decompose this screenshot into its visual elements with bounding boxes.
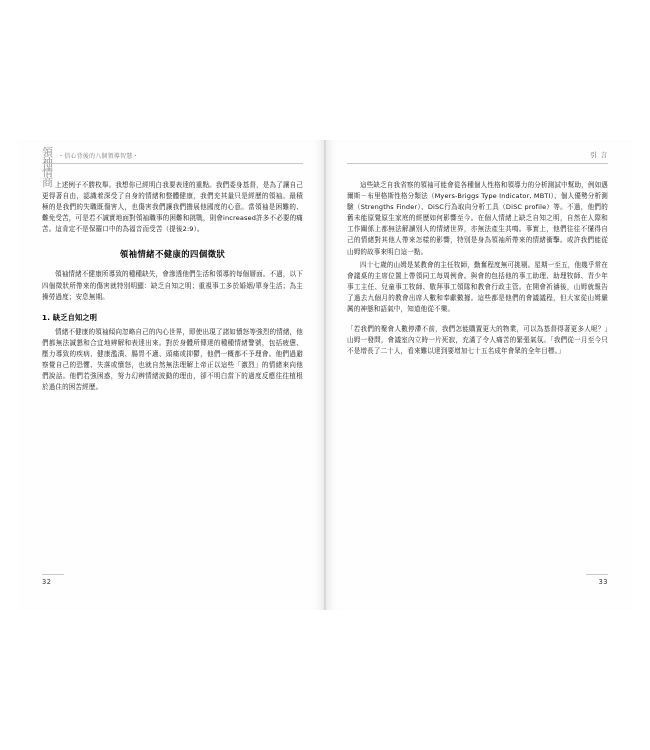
running-head-right [347,148,608,174]
page-number-right: 33 [598,578,608,586]
book-gutter [324,140,326,610]
sub-heading: 1. 缺乏自知之明 [42,312,98,322]
section-heading: 領袖情緒不健康的四個徵狀 [119,249,226,260]
running-head-left [42,146,303,189]
header-rule-right [347,163,608,164]
paragraph: 上述例子不勝枚舉。我想你已經明白我要表達的重點。我們委身基督，是為了讓自己更得著自由，認識着深受了自身的情緒和整體健康，我們充其量只是經歷的領袖。最積極的是我們的失職既傷害人，也傷害我們讓我們擔展他國度的心意。當領袖是困難的、難免受苦，可是若不誠實地面對領袖職事的困難和挑戰，則會increased許多不必要的痛苦。這肯定不是保羅口中的為福音而受苦（提後2:9）。 [42,181,303,234]
brand-mark-text: 領袖情商 [42,146,53,189]
header-rule-left [42,163,303,164]
body-column-right [347,180,608,357]
page-right [325,140,632,610]
pull-quote: 「若我們的聚會人數停滯不前，我們怎能購置更大的物業，可以為基督得著更多人呢？」山姆一發問，會議室內立時一片死寂，充滿了令人痛苦的緊張氣氛。「我們從一月至今只不是增長了二十人，看來難以達到要增加七十五名成年會眾的全年目標。」 [347,325,608,356]
brand-logo [42,148,139,188]
paragraph: 這些缺乏自我省察的領袖可能會從各種個人性格和領導力的分析測試中幫助，例如邁爾斯－布里格斯性格分類法（Myers-Briggs Type Indicator, MBTI）、個人優勢分析測驗（Strengths Finder）、DiSC行為取向分析工具（DiSC profile）等。不過，他們的舊未能原覺原生家庭的經歷如何影響至今。在個人情緒上缺乏自知之明，自然在人際和工作關係上都無法解讀別人的情緒世界，亦無法產生共鳴。事實上，他們往往不懂得自己的情緒對其他人帶來怎樣的影響，特別是身為領袖所帶來的情緒衝擊。或許我們能從山姆的故事來明白這一點。 [347,181,608,256]
paragraph: 四十七歲的山姆是某教會的主任牧師，勤奮程度無可挑剔。星期一至五，他幾乎常在會議桌的主席位置上帶領同工每周例會。與會的包括他的事工助理、助理牧師、青少年事工主任、兒童事工牧師、敬拜事工領隊和教會行政主管。在開會祈禱後，山姆就報告了過去九個月的教會出席人數和奉獻數據。這些都是他們的會議議程，但大家從山姆嚴厲的神態和語氣中，知道他從不樂。 [347,260,608,314]
folio-rule-right [586,574,608,575]
page-number-left: 32 [42,578,52,586]
page-left [18,140,325,610]
paragraph: 領袖情緒不健康所導致的種種缺失，會滲透他們生活和領導的每個層面。不過，以下四個徵狀所帶來的傷害就特別明顯：缺乏自知之明；重視事工多於婚姻/單身生活；為主操勞過度；安息無期。 [42,270,303,301]
paragraph: 情緒不健康的領袖傾向忽略自己的內心世界，即使出現了諸如憤怒等強烈的情緒，他們都無法誠懇和合宜地辨解和表達出來。對於身體所傳達的種種情緒警號，包括疲憊、壓力導致的疾病、健康濫潰、腸胃不適、頭痛或抑鬱，他們一概都不予理會。他們過避察覺自己的恐懼、失落或憤怒，也就自然無法理解上帝正以這些「激烈」的情緒來向他們說話。他們若強困惑，努力幻辨情緒波動的理由，卻不明白當下的過度反應往往植根於過住的困苦經歷。 [42,327,303,392]
body-column-left [42,180,303,393]
folio-rule-left [42,574,64,575]
brand-subtitle: ・信心背後的八個領導智慧・ [58,153,139,160]
running-head-label: 引 言 [590,151,608,159]
